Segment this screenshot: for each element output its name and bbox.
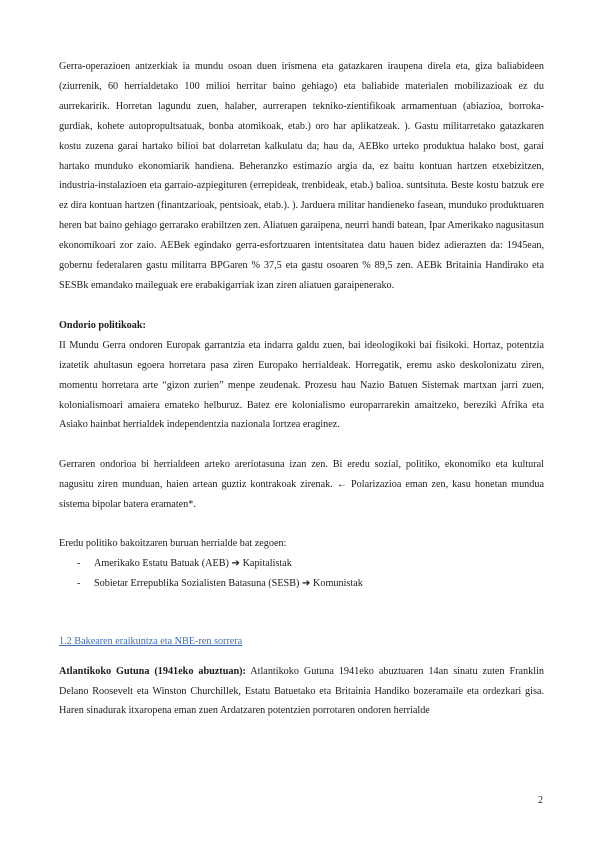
- bullet-list: [59, 554, 544, 594]
- atlantic-charter-lead: Atlantikoko Gutuna (1941eko abuztuan):: [59, 665, 246, 677]
- bullet-dash: -: [77, 577, 81, 589]
- list-item-text: Sobietar Errepublika Sozialisten Batasuna (SESB) ➔ Komunistak: [94, 577, 363, 589]
- list-item: [59, 574, 544, 594]
- section-link-1-2[interactable]: 1.2 Bakearen eraikuntza eta NBE-ren sorrera: [59, 635, 243, 647]
- page-number: 2: [538, 795, 543, 806]
- paragraph-decolonization: II Mundu Gerra ondoren Europak garrantzia eta indarra galdu zuen, bai ideologikoki bai fisikoki. Hortaz, potentzia izatetik ahultasun egoera horretara pasa ziren Europako herrialdeak. Horregatik, eremu asko deskolonizatu ziren, momentu horretara arte “gizon zurien” menpe zeudenak. Prozesu hau Nazio Batuen Sistemak martxan jarri zuen, kolonialismoari amaiera emateko helburuz. Batez ere kolonialismo europarrarekin amaitzeko, bereziki Afrika eta Asiako hainbat herrialdek independentzia nazionala lortzea eraginez.: [59, 339, 544, 431]
- paragraph-polarization: Gerraren ondorioa bi herrialdeen arteko areriotasuna izan zen. Bi eredu sozial, politiko, ekonomiko eta kultural nagusitu ziren munduan, haien artean guztiz kontrakoak zirenak. ← Polarizazioa eman zen, kasu honetan mundua sistema bipolar batera eramaten*.: [59, 459, 544, 511]
- atlantic-charter-text: Atlantikoko Gutuna 1941eko abuztuaren 14an sinatu zuten Franklin Delano Roosevelt eta Winston Churchillek, Estatu Batuetako eta Britainia Handiko bozeramaile eta ordezkari gisa. Haren sinadurak itxaropena eman zuen Ardatzaren potentzien porrotaren ondoren herrialde: [59, 665, 544, 717]
- paragraph-political-models: Eredu politiko bakoitzaren buruan herrialde bat zegoen:: [59, 538, 287, 550]
- list-item: [59, 554, 544, 574]
- heading-political-consequences: Ondorio politikoak:: [59, 319, 146, 331]
- list-item-text: Amerikako Estatu Batuak (AEB) ➔ Kapitalistak: [94, 557, 292, 569]
- paragraph-atlantic-charter: [59, 662, 544, 722]
- paragraph-economic-costs: Gerra-operazioen antzerkiak ia mundu osoan duen irismena eta gatazkaren iraupena direla eta, giza baliabideen (ziurrenik, 60 herrialdetako 100 milioi herritar baino gehiago) eta baliabide materialen mobilizazioak ez du aurrekaririk. Horretan lagundu zuen, halaber, aurrerapen tekniko-zientifikoak armamentuan (abiazioa, borroka-gurdiak, kohete autopropultsatuak, bonba atomikoak, etab.) oro har aplikatzeak. ). Gastu militarretako gatazkaren kostu zuzena garai hartako bilioi bat dolarretan kalkulatu da; hau da, AEBko urteko produktua halako bost, garai hartako munduko ekonomiarik handiena. Beheranzko estimazio argia da, ez baitu kontuan hartzen etxebizitzen, industria-instalazioen eta garraio-azpiegituren (errepideak, trenbideak, etab.) balioa. suntsituta. Beste kostu batzuk ere ez dira kontuan hartzen (finantzarioak, pentsioak, etab.). ). Jarduera militar handieneko fasean, munduko produktuaren heren bat baino gehiago gerrarako erabiltzen zen. Aliatuen garaipena, neurri handi batean, Ipar Amerikako nagusitasun ekonomikoari zor zaio. AEBek egindako gerra-esfortzuaren intentsitatea datu hauen bidez adierazten da: 1945ean, gobernu federalaren gastu militarra BPGaren % 37,5 eta gastu osoaren % 89,5 zen. AEBk Britainia Handirako eta SESBk emandako maileguak ere erabakigarriak izan ziren aliatuen garaipenerako.: [59, 61, 544, 291]
- bullet-dash: -: [77, 557, 81, 569]
